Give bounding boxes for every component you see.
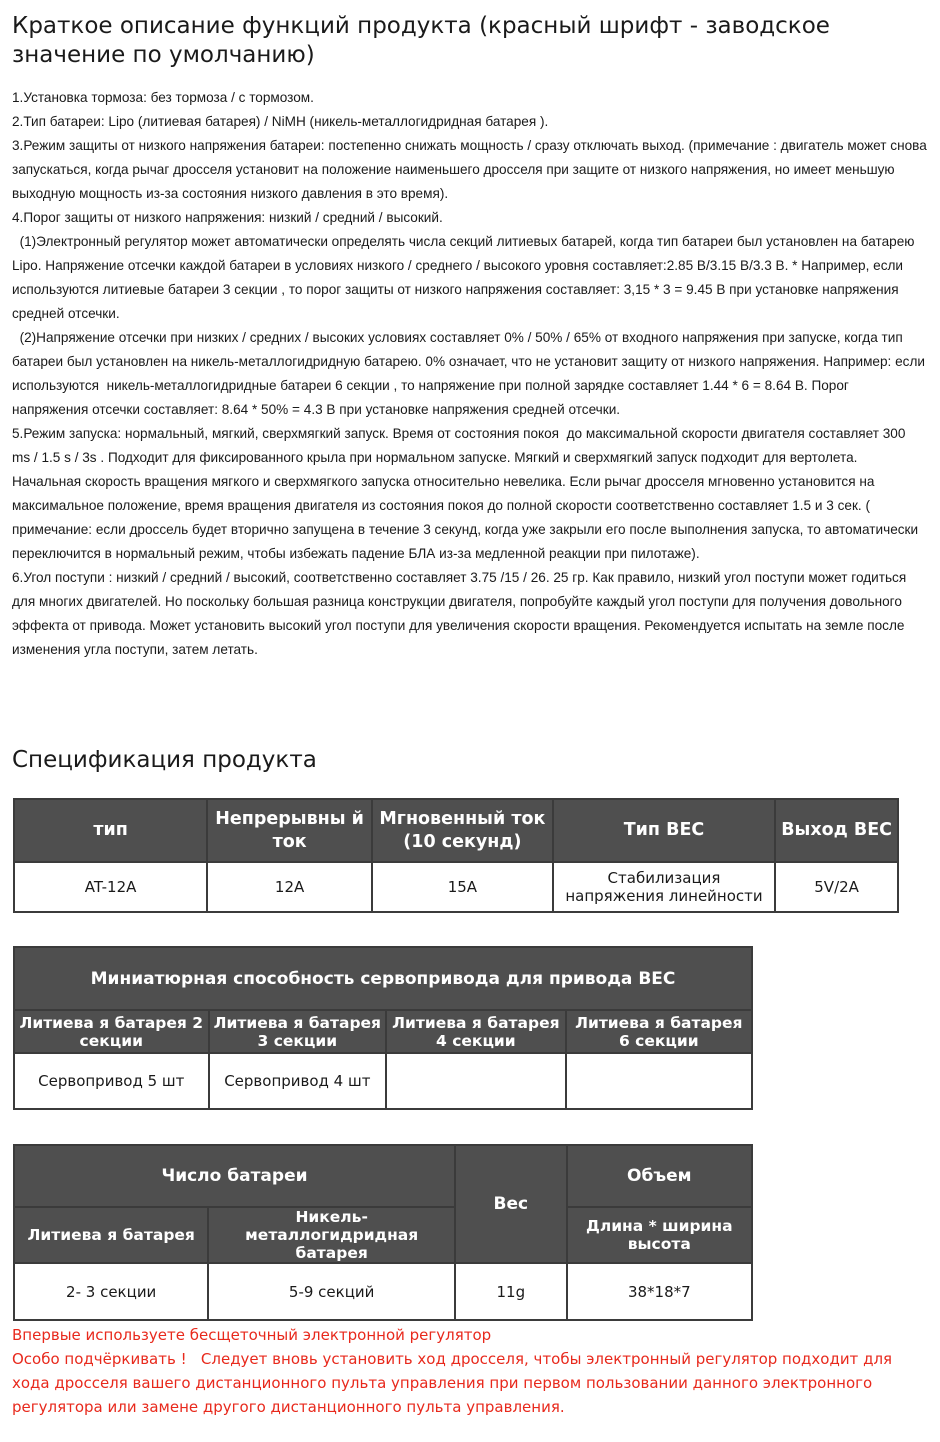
battery-cell-nimh: 5-9 секций [208, 1263, 455, 1320]
servo-header-lipo-3s: Литиева я батарея 3 секции [209, 1010, 387, 1053]
spec-cell-continuous-current: 12A [207, 862, 372, 912]
servo-table-title: Миниатюрная способность сервопривода для привода BEC [14, 947, 752, 1010]
battery-header-dimensions: Длина * ширина высота [567, 1207, 752, 1263]
battery-table [13, 1144, 753, 1321]
battery-cell-weight: 11g [455, 1263, 567, 1320]
battery-header-cells: Число батареи [14, 1145, 455, 1207]
notice-line-throttle-calibration: Особо подчёркивать ! Следует вновь установить ход дросселя, чтобы электронный регулятор подходит для хода дросселя вашего дистанционного пульта управления при первом пользовании данного электронного регулятора или замене другого дистанционного пульта управления. [12, 1350, 897, 1416]
feature-battery-type: 2.Тип батареи: Lipo (литиевая батарея) / NiMH (никель-металлогидридная батарея ). [12, 114, 549, 129]
feature-low-voltage-threshold: 4.Порог защиты от низкого напряжения: низкий / средний / высокий. [12, 210, 443, 225]
spec-cell-bec-type: Стабилизация напряжения линейности [553, 862, 775, 912]
first-use-notice [12, 1323, 912, 1419]
features-title: Краткое описание функций продукта (красный шрифт - заводское значение по умолчанию) [12, 13, 830, 68]
servo-cell-lipo-3s: Сервопривод 4 шт [209, 1053, 387, 1109]
feature-start-mode: 5.Режим запуска: нормальный, мягкий, сверхмягкий запуск. Время от состояния покоя до максимальной скорости двигателя составляет 300 ms / 1.5 s / 3s . Подходит для фиксированного крыла при нормальном запуске. Мягкий и сверхмягкий запуск подходит для вертолета. Начальная скорость вращения мягкого и сверхмягкого запуска относительно невелика. Если рычаг дросселя мгновенно установится на максимальное положение, время вращения двигателя из состояния покоя до полной скорости соответственно составляет 1.5 и 3 сек. ( примечание: если дроссель будет вторично запущена в течение 3 секунд, когда уже закрыли его после выполнения запуска, то автоматически переключится в нормальный режим, чтобы избежать падение БЛА из-за медленной реакции при пилотаже). [12, 426, 922, 561]
servo-cell-lipo-2s: Сервопривод 5 шт [14, 1053, 209, 1109]
battery-header-volume: Объем [567, 1145, 752, 1207]
servo-header-lipo-4s: Литиева я батарея 4 секции [386, 1010, 565, 1053]
spec-cell-type: AT-12A [14, 862, 207, 912]
battery-cell-lipo: 2- 3 секции [14, 1263, 208, 1320]
battery-header-lipo: Литиева я батарея [14, 1207, 208, 1263]
servo-header-lipo-2s: Литиева я батарея 2 секции [14, 1010, 209, 1053]
spec-cell-bec-output: 5V/2A [775, 862, 898, 912]
spec-header-continuous-current: Непрерывны й ток [207, 799, 372, 862]
spec-cell-burst-current: 15A [372, 862, 553, 912]
spec-header-burst-current: Мгновенный ток (10 секунд) [372, 799, 553, 862]
spec-header-type: тип [14, 799, 207, 862]
feature-lipo-cutoff: (1)Электронный регулятор может автоматически определять числа секций литиевых батарей, когда тип батареи был установлен на батарею Lipo. Напряжение отсечки каждой батареи в условиях низкого / среднего / высокого уровня составляет:2.85 В/3.15 В/3.3 В. * Например, если используются литиевые батареи 3 секции , то порог защиты от низкого напряжения составляет: 3,15 * 3 = 9.45 В при установке напряжения средней отсечки. [12, 234, 919, 321]
spec-title: Спецификация продукта [12, 747, 317, 773]
servo-cell-lipo-4s [386, 1053, 565, 1109]
spec-header-bec-output: Выход BEC [775, 799, 898, 862]
features-list [12, 86, 931, 662]
feature-brake: 1.Установка тормоза: без тормоза / с тормозом. [12, 90, 314, 105]
servo-table [13, 946, 753, 1110]
servo-cell-lipo-6s [566, 1053, 752, 1109]
battery-cell-dimensions: 38*18*7 [567, 1263, 752, 1320]
spec-header-bec-type: Тип BEC [553, 799, 775, 862]
servo-header-lipo-6s: Литиева я батарея 6 секции [566, 1010, 752, 1053]
spec-table [13, 798, 899, 913]
battery-header-nimh: Никель-металлогидридная батарея [208, 1207, 455, 1263]
feature-nimh-cutoff: (2)Напряжение отсечки при низких / средних / высоких условиях составляет 0% / 50% / 65% от входного напряжения при запуске, когда тип батареи был установлен на никель-металлогидридную батарею. 0% означает, что не установит защиту от низкого напряжения. Например: если используются никель-металлогидридные батареи 6 секции , то напряжение при полной зарядке составляет 1.44 * 6 = 8.64 В. Порог напряжения отсечки составляет: 8.64 * 50% = 4.3 В при установке напряжения средней отсечки. [12, 330, 929, 417]
battery-header-weight: Вес [455, 1145, 567, 1263]
feature-low-voltage-mode: 3.Режим защиты от низкого напряжения батареи: постепенно снижать мощность / сразу отключать выход. (примечание : двигатель может снова запускаться, когда рычаг дросселя установит на положение наименьшего дросселя при защите от низкого напряжения, но имеет меньшую выходную мощность из-за состояния низкого давления в это время). [12, 138, 931, 201]
feature-timing: 6.Угол поступи : низкий / средний / высокий, соответственно составляет 3.75 /15 / 26. 25 гр. Как правило, низкий угол поступи может годиться для многих двигателей. Но поскольку большая разница конструкции двигателя, попробуйте каждый угол поступи для получения довольного эффекта от привода. Может установить высокий угол поступи для увеличения скорости вращения. Рекомендуется испытать на земле после изменения угла поступи, затем летать. [12, 570, 910, 657]
notice-line-first-use: Впервые используете бесщеточный электронной регулятор [12, 1326, 492, 1344]
